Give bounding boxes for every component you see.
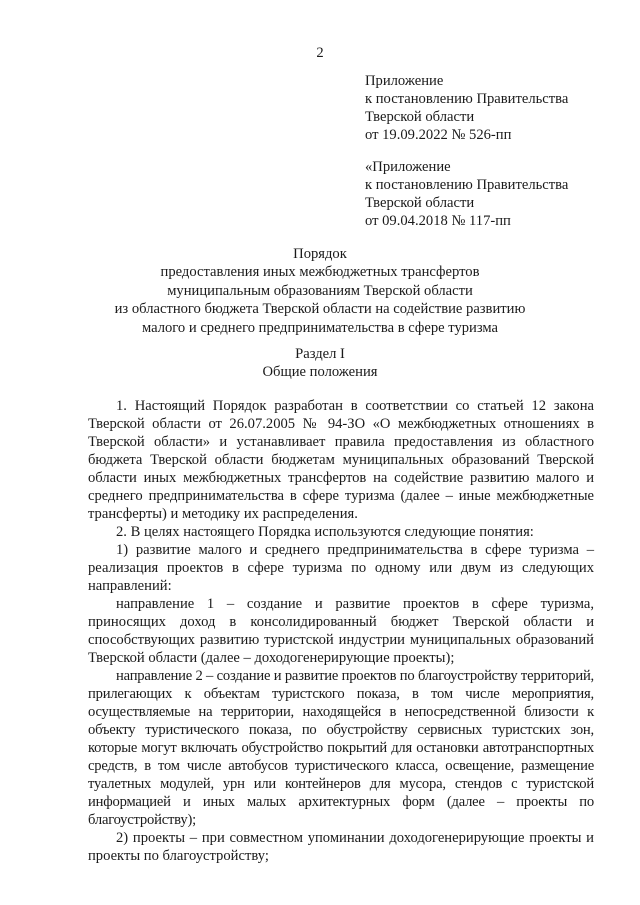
- appendix-line: к постановлению Правительства: [365, 177, 569, 193]
- title-line: малого и среднего предпринимательства в сфере туризма: [141, 319, 499, 336]
- appendix-line: к постановлению Правительства: [365, 91, 569, 107]
- paragraph: 1) развитие малого и среднего предпринимательства в сфере туризма – реализация проектов в сфере туризма по одному или двум из следующих направлений:: [88, 542, 594, 594]
- appendix-line: Тверской области: [365, 195, 475, 211]
- title-line: муниципальным образованиям Тверской области: [167, 282, 473, 299]
- paragraph: 2) проекты – при совместном упоминании доходогенерирующие проекты и проекты по благоустройству;: [88, 830, 594, 864]
- appendix-line: Тверской области: [365, 109, 475, 125]
- section-name: Общие положения: [262, 364, 378, 381]
- section-heading: [0, 345, 640, 382]
- page-number: 2: [316, 45, 324, 61]
- paragraph: 1. Настоящий Порядок разработан в соответствии со статьей 12 закона Тверской области от 26.07.2005 № 94-ЗО «О межбюджетных отношениях в Тверской области» и устанавливает правила предоставления из областного бюджета Тверской области бюджетам муниципальных образований Тверской области иных межбюджетных трансфертов на содействие развитию малого и среднего предпринимательства в сфере туризма (далее – иные межбюджетные трансферты) и методику их распределения.: [88, 398, 594, 522]
- appendix-current-decree: [365, 72, 568, 144]
- title-line: предоставления иных межбюджетных трансфертов: [160, 264, 480, 281]
- paragraph: направление 1 – создание и развитие проектов в сфере туризма, приносящих доход в консолидированный бюджет Тверской области и способствующих развитию туристской индустрии муниципальных образований Тверской области (далее – доходогенерирующие проекты);: [88, 596, 594, 666]
- appendix-line: от 09.04.2018 № 117-пп: [365, 213, 511, 229]
- paragraph: 2. В целях настоящего Порядка используются следующие понятия:: [116, 524, 534, 540]
- appendix-line: от 19.09.2022 № 526-пп: [365, 127, 512, 143]
- title-line: Порядок: [293, 246, 347, 262]
- paragraph: направление 2 – создание и развитие проектов по благоустройству территорий, прилегающих к объектам туристского показа, в том числе мероприятия, осуществляемые на территории, находящейся в непосредственной близости к объекту туристического показа, по обустройству сервисных туристских зон, которые могут включать обустройство покрытий для остановки автотранспортных средств, в том числе автобусов туристического класса, освещение, размещение туалетных модулей, урн или контейнеров для мусора, стендов с туристской информацией и иных малых архитектурных форм (далее – проекты по благоустройству);: [88, 668, 594, 828]
- title-line: из областного бюджета Тверской области на содействие развитию: [114, 301, 526, 318]
- document-body: [88, 397, 594, 865]
- appendix-original-decree: [365, 158, 568, 230]
- appendix-line: «Приложение: [365, 159, 451, 175]
- appendix-line: Приложение: [365, 73, 444, 89]
- document-title: [0, 245, 640, 337]
- section-number: Раздел I: [295, 346, 345, 362]
